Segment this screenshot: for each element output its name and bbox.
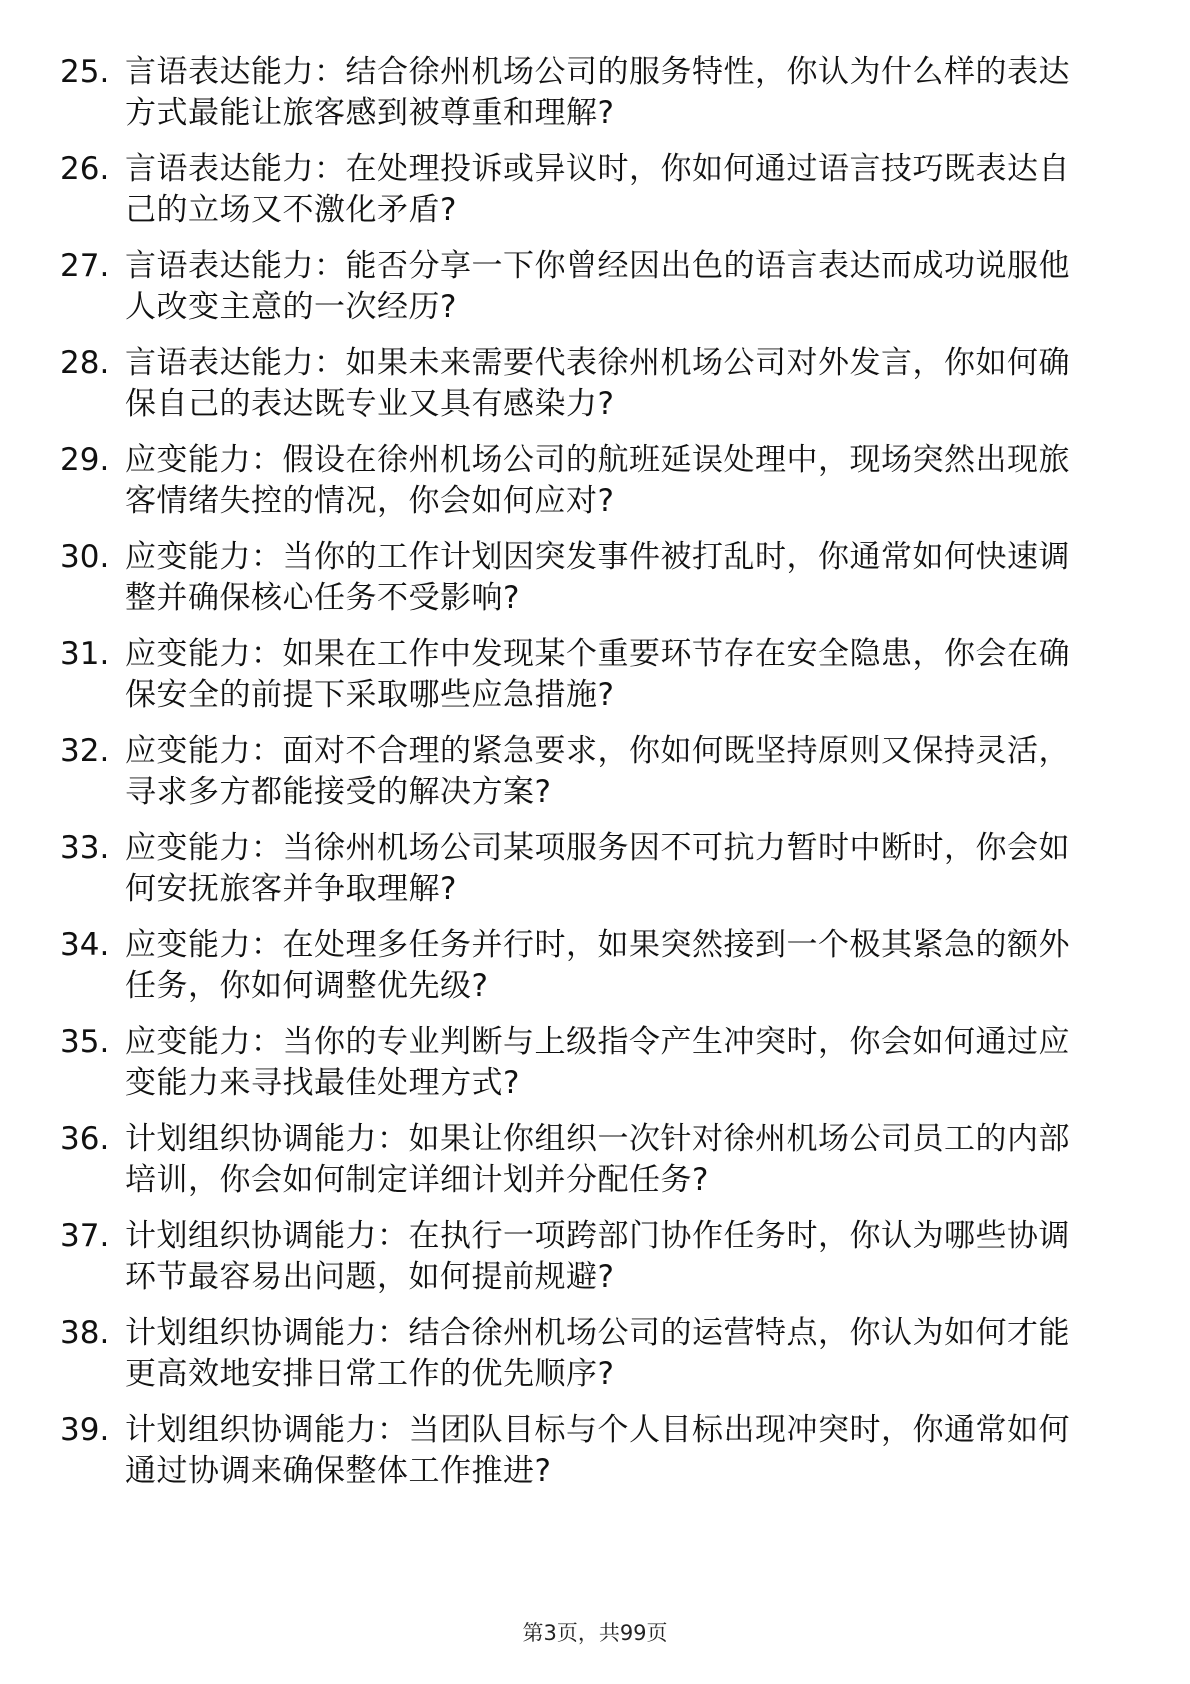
question-number: 31. [60, 636, 110, 672]
question-item-25 [60, 52, 1100, 149]
question-item-36 [60, 1119, 1100, 1216]
question-item-34 [60, 925, 1100, 1022]
question-number: 38. [60, 1315, 110, 1351]
question-number: 35. [60, 1024, 110, 1060]
question-text: 应变能力：当徐州机场公司某项服务因不可抗力暂时中断时，你会如何安抚旅客并争取理解? [125, 830, 1070, 907]
question-text: 应变能力：面对不合理的紧急要求，你如何既坚持原则又保持灵活，寻求多方都能接受的解决方案? [125, 733, 1070, 810]
question-item-27 [60, 246, 1100, 343]
question-text: 应变能力：当你的专业判断与上级指令产生冲突时，你会如何通过应变能力来寻找最佳处理方式? [125, 1024, 1070, 1101]
question-text: 应变能力：在处理多任务并行时，如果突然接到一个极其紧急的额外任务，你如何调整优先级? [125, 927, 1070, 1004]
question-text: 言语表达能力：在处理投诉或异议时，你如何通过语言技巧既表达自己的立场又不激化矛盾? [125, 151, 1070, 228]
question-list [60, 52, 1100, 1507]
question-item-26 [60, 149, 1100, 246]
question-number: 36. [60, 1121, 110, 1157]
question-text: 应变能力：假设在徐州机场公司的航班延误处理中，现场突然出现旅客情绪失控的情况，你会如何应对? [125, 442, 1070, 519]
question-text: 言语表达能力：结合徐州机场公司的服务特性，你认为什么样的表达方式最能让旅客感到被尊重和理解? [125, 54, 1070, 131]
question-text: 计划组织协调能力：如果让你组织一次针对徐州机场公司员工的内部培训，你会如何制定详细计划并分配任务? [125, 1121, 1070, 1198]
question-text: 计划组织协调能力：当团队目标与个人目标出现冲突时，你通常如何通过协调来确保整体工作推进? [125, 1412, 1070, 1489]
question-item-32 [60, 731, 1100, 828]
question-item-30 [60, 537, 1100, 634]
question-number: 34. [60, 927, 110, 963]
question-item-39 [60, 1410, 1100, 1507]
question-text: 计划组织协调能力：在执行一项跨部门协作任务时，你认为哪些协调环节最容易出问题，如何提前规避? [125, 1218, 1070, 1295]
question-number: 39. [60, 1412, 110, 1448]
question-item-31 [60, 634, 1100, 731]
question-number: 27. [60, 248, 110, 284]
question-item-35 [60, 1022, 1100, 1119]
question-text: 言语表达能力：如果未来需要代表徐州机场公司对外发言，你如何确保自己的表达既专业又具有感染力? [125, 345, 1070, 422]
question-item-29 [60, 440, 1100, 537]
question-text: 应变能力：当你的工作计划因突发事件被打乱时，你通常如何快速调整并确保核心任务不受影响? [125, 539, 1070, 616]
question-number: 29. [60, 442, 110, 478]
question-item-28 [60, 343, 1100, 440]
question-text: 应变能力：如果在工作中发现某个重要环节存在安全隐患，你会在确保安全的前提下采取哪些应急措施? [125, 636, 1070, 713]
question-number: 37. [60, 1218, 110, 1254]
question-text: 言语表达能力：能否分享一下你曾经因出色的语言表达而成功说服他人改变主意的一次经历? [125, 248, 1070, 325]
question-number: 25. [60, 54, 110, 90]
question-number: 32. [60, 733, 110, 769]
question-text: 计划组织协调能力：结合徐州机场公司的运营特点，你认为如何才能更高效地安排日常工作的优先顺序? [125, 1315, 1070, 1392]
question-number: 30. [60, 539, 110, 575]
question-item-33 [60, 828, 1100, 925]
question-number: 26. [60, 151, 110, 187]
question-number: 28. [60, 345, 110, 381]
question-number: 33. [60, 830, 110, 866]
question-item-37 [60, 1216, 1100, 1313]
question-item-38 [60, 1313, 1100, 1410]
page-number-footer: 第3页，共99页 [522, 1621, 668, 1645]
